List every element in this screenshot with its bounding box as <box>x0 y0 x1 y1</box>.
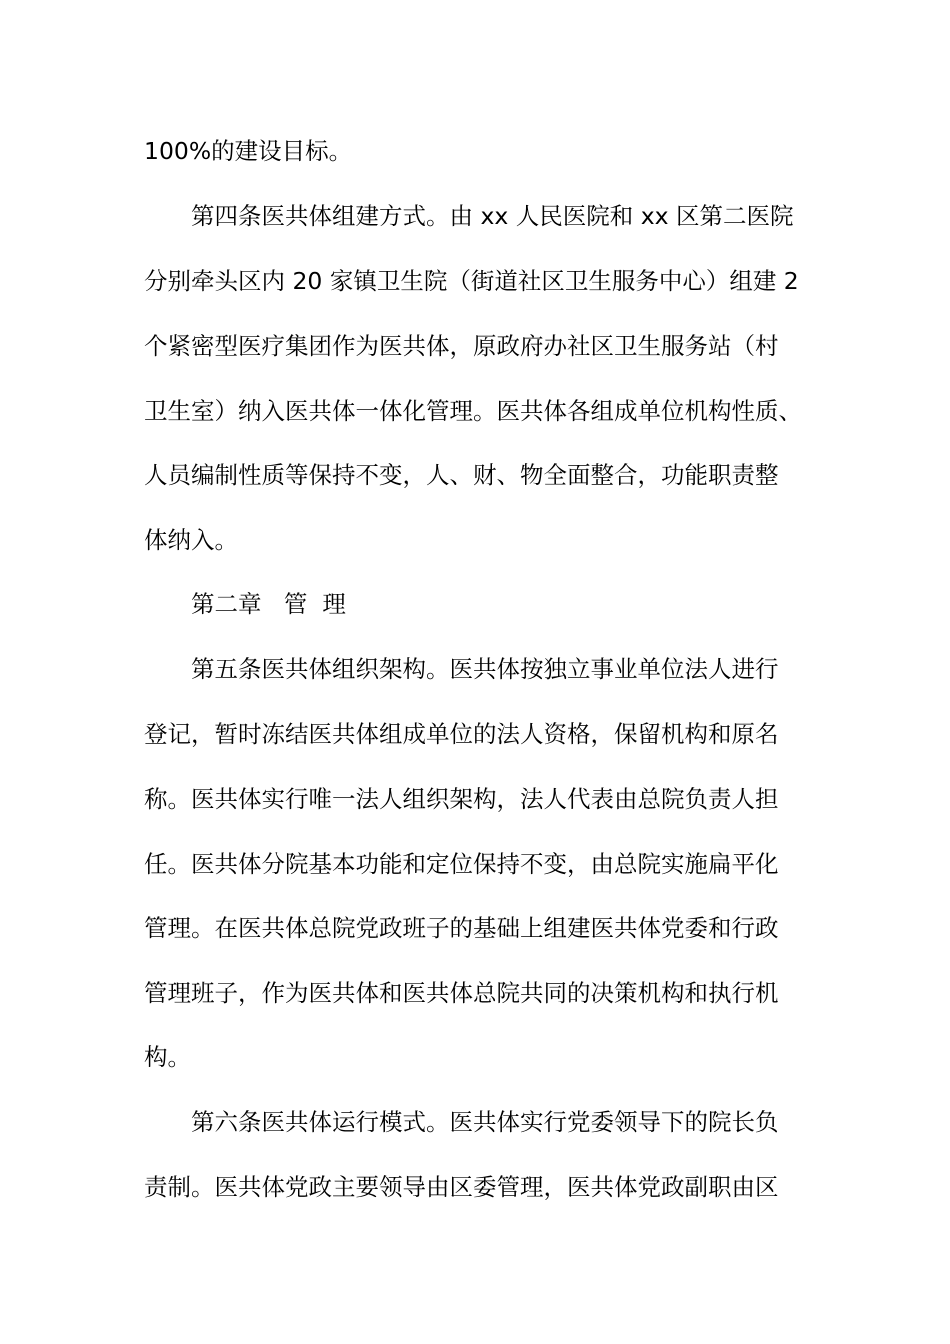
text-line-2: 第四条医共体组建方式。由 xx 人民医院和 xx 区第二医院 <box>191 202 794 230</box>
text-line-4: 个紧密型医疗集团作为医共体，原政府办社区卫生服务站（村 <box>144 332 779 360</box>
text-line-3: 分别牵头区内 20 家镇卫生院（街道社区卫生服务中心）组建 2 <box>144 267 799 295</box>
text-line-7: 体纳入。 <box>144 526 238 554</box>
text-line-9: 第五条医共体组织架构。医共体按独立事业单位法人进行 <box>191 655 779 683</box>
text-line-1: 100%的建设目标。 <box>144 137 353 165</box>
text-line-11: 称。医共体实行唯一法人组织架构，法人代表由总院负责人担 <box>144 785 779 813</box>
text-line-5: 卫生室）纳入医共体一体化管理。医共体各组成单位机构性质、 <box>144 397 802 425</box>
text-line-6: 人员编制性质等保持不变，人、财、物全面整合，功能职责整 <box>144 461 779 489</box>
text-line-12: 任。医共体分院基本功能和定位保持不变，由总院实施扁平化 <box>144 850 779 878</box>
text-line-13: 管理。在医共体总院党政班子的基础上组建医共体党委和行政 <box>144 914 779 942</box>
text-line-17: 责制。医共体党政主要领导由区委管理，医共体党政副职由区 <box>144 1173 779 1201</box>
text-line-14: 管理班子，作为医共体和医共体总院共同的决策机构和执行机 <box>144 979 779 1007</box>
text-line-10: 登记，暂时冻结医共体组成单位的法人资格，保留机构和原名 <box>144 720 779 748</box>
text-line-15: 构。 <box>144 1043 191 1071</box>
text-line-16: 第六条医共体运行模式。医共体实行党委领导下的院长负 <box>191 1108 779 1136</box>
chapter-heading: 第二章 管 理 <box>191 590 346 618</box>
